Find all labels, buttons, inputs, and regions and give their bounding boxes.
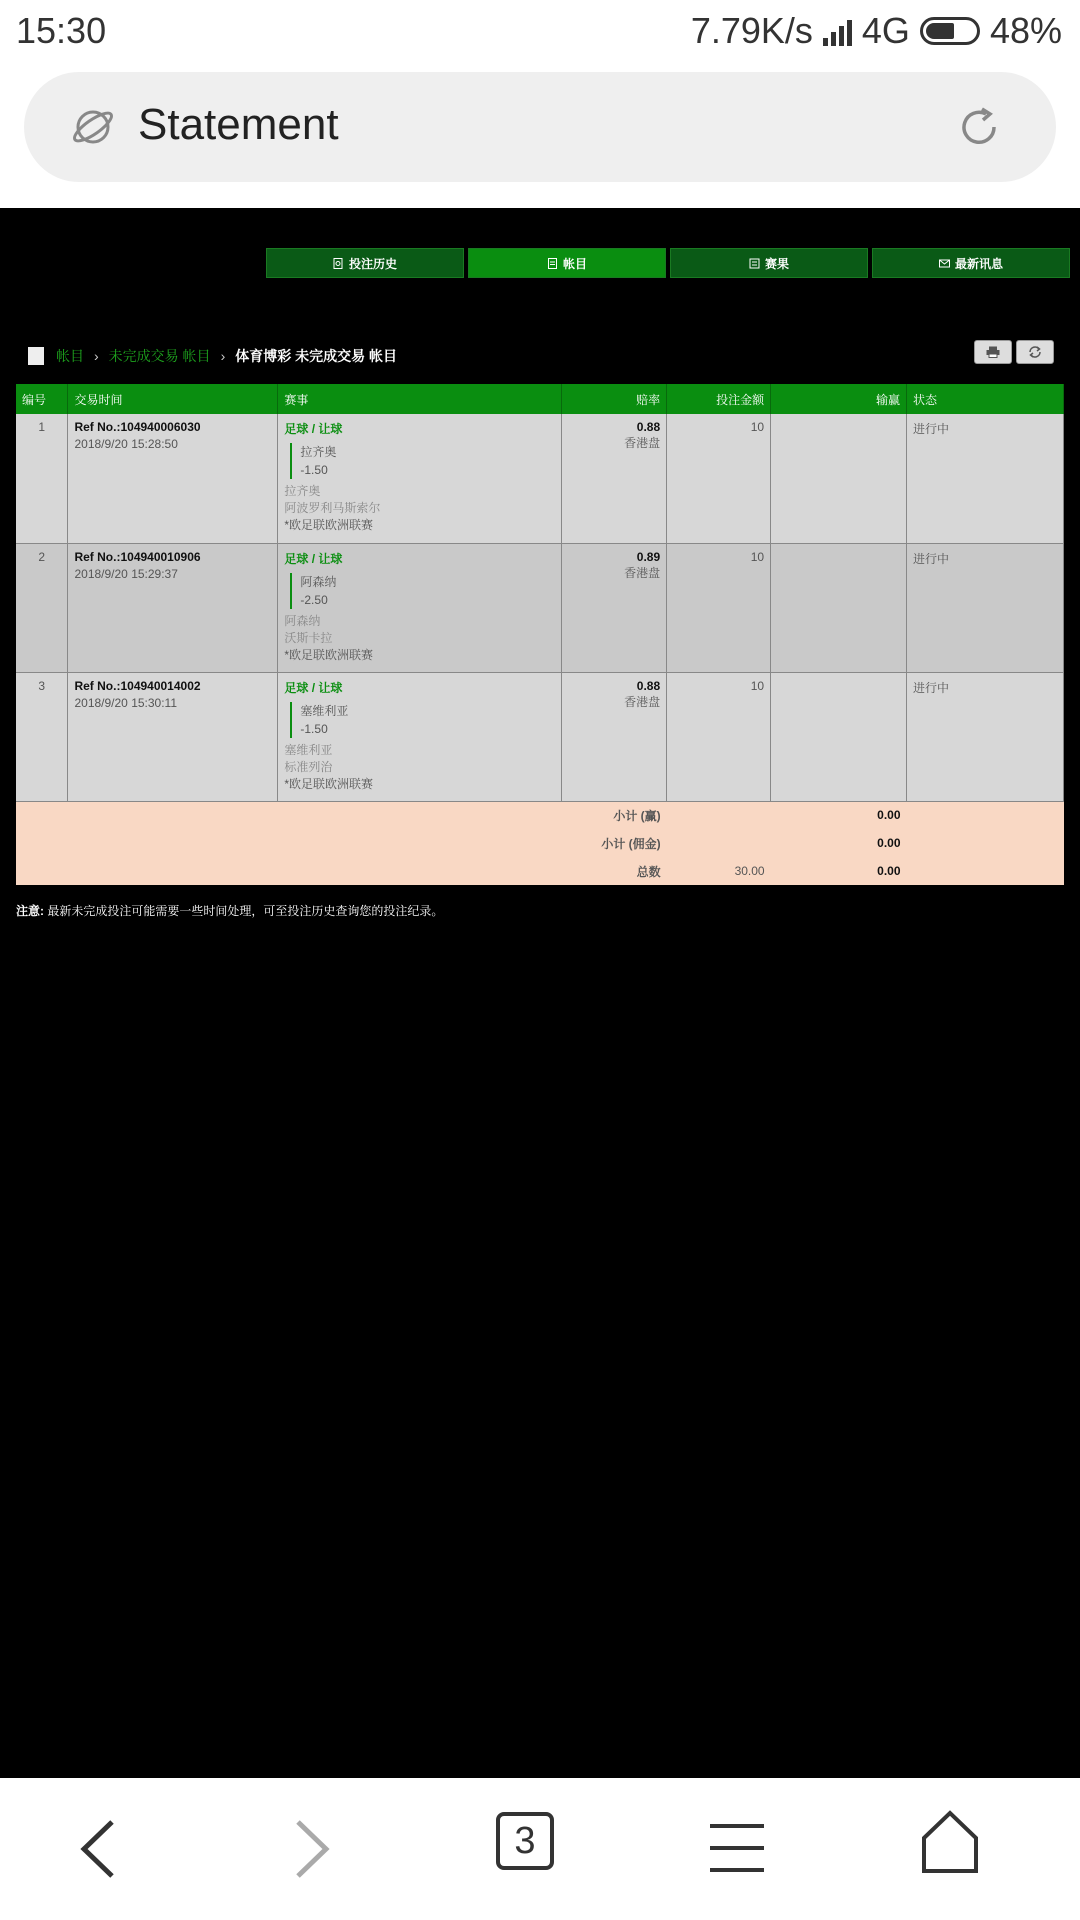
tabs-button[interactable]: [496, 1812, 554, 1870]
status-time: 15:30: [16, 10, 107, 51]
summary-value: 0.00: [771, 857, 907, 885]
row-time-cell: [68, 672, 278, 801]
odds-type: 香港盘: [624, 694, 661, 709]
summary-amount: [667, 829, 771, 857]
sport-type: 足球 / 让球: [284, 551, 343, 566]
league: *欧足联欧洲联赛: [284, 518, 374, 532]
col-status: 状态: [907, 384, 1064, 414]
ref-number: Ref No.:104940014002: [74, 678, 201, 693]
page-content: [0, 208, 1080, 1778]
col-event: 赛事: [278, 384, 562, 414]
row-status: 进行中: [907, 543, 1064, 672]
summary-label: 小计 (赢): [16, 801, 667, 829]
note-text: 最新未完成投注可能需要一些时间处理，可至投注历史查询您的投注纪录。: [44, 904, 444, 918]
print-icon: [986, 346, 1000, 358]
table-row: [16, 672, 1064, 801]
handicap: -1.50: [300, 721, 328, 736]
row-stake: 10: [667, 672, 771, 801]
ref-number: Ref No.:104940006030: [74, 420, 201, 434]
network-type: 4G: [861, 10, 910, 51]
row-odds-cell: [562, 414, 667, 543]
row-winloss: [771, 414, 907, 543]
breadcrumb-separator: ›: [220, 348, 226, 364]
sport-type: 足球 / 让球: [284, 422, 343, 436]
col-time: 交易时间: [68, 384, 278, 414]
transaction-time: 2018/9/20 15:30:11: [74, 695, 178, 710]
row-stake: 10: [667, 543, 771, 672]
top-nav: [266, 248, 1070, 278]
home-team: 阿森纳: [284, 613, 321, 628]
pick: [290, 443, 555, 479]
row-time-cell: [68, 414, 278, 543]
summary-amount: 30.00: [667, 857, 771, 885]
summary-value: 0.00: [771, 801, 907, 829]
refresh-button[interactable]: [1016, 340, 1054, 364]
row-event-cell: [278, 672, 562, 801]
row-time-cell: [68, 543, 278, 672]
statement-table: [16, 384, 1064, 885]
page-title: Statement: [138, 100, 339, 149]
print-button[interactable]: [974, 340, 1012, 364]
document-icon: [28, 347, 44, 365]
league: *欧足联欧洲联赛: [284, 776, 374, 791]
summary-label: 小计 (佣金): [16, 829, 667, 857]
ledger-icon: [547, 258, 558, 269]
away-team: 阿波罗利马斯索尔: [284, 501, 381, 515]
pick: [290, 702, 555, 738]
summary-amount: [667, 801, 771, 829]
refresh-icon: [1028, 346, 1042, 358]
odds-value: 0.88: [636, 678, 661, 693]
battery-icon: [920, 17, 980, 45]
results-icon: [749, 258, 760, 269]
breadcrumb-pending[interactable]: 未完成交易 帐目: [108, 348, 211, 364]
row-event-cell: [278, 414, 562, 543]
ref-number: Ref No.:104940010906: [74, 549, 201, 564]
home-icon[interactable]: [920, 1810, 980, 1874]
table-row: [16, 414, 1064, 543]
address-bar[interactable]: [24, 72, 1056, 182]
home-team: 塞维利亚: [284, 742, 333, 757]
row-winloss: [771, 672, 907, 801]
tab-count: 3: [514, 1819, 536, 1862]
planet-icon: [70, 104, 116, 150]
row-winloss: [771, 543, 907, 672]
col-odds: 赔率: [562, 384, 667, 414]
row-status: 进行中: [907, 672, 1064, 801]
row-status: 进行中: [907, 414, 1064, 543]
nav-results[interactable]: 赛果: [670, 248, 868, 278]
table-row: [16, 543, 1064, 672]
summary-row: [16, 801, 1064, 829]
odds-value: 0.88: [636, 420, 661, 434]
summary-row: [16, 857, 1064, 885]
transaction-time: 2018/9/20 15:29:37: [74, 566, 178, 581]
pick-team: 塞维利亚: [300, 703, 349, 718]
history-icon: [333, 258, 344, 269]
sport-type: 足球 / 让球: [284, 680, 343, 695]
note: [16, 902, 443, 919]
odds-type: 香港盘: [624, 436, 661, 450]
col-no: 编号: [16, 384, 68, 414]
col-stake: 投注金额: [667, 384, 771, 414]
league: *欧足联欧洲联赛: [284, 647, 374, 662]
breadcrumb: [28, 346, 397, 366]
breadcrumb-separator: ›: [94, 348, 99, 364]
status-bar: [0, 0, 1080, 62]
handicap: -1.50: [300, 463, 328, 477]
reload-icon[interactable]: [956, 104, 1002, 150]
row-odds-cell: [562, 672, 667, 801]
away-team: 标准列治: [284, 759, 333, 774]
odds-type: 香港盘: [624, 565, 661, 580]
away-team: 沃斯卡拉: [284, 630, 333, 645]
nav-bet-history[interactable]: 投注历史: [266, 248, 464, 278]
transaction-time: 2018/9/20 15:28:50: [74, 437, 178, 451]
table-header: [16, 384, 1064, 414]
menu-icon[interactable]: [708, 1822, 766, 1874]
forward-icon[interactable]: [288, 1818, 334, 1880]
nav-ledger[interactable]: 帐目: [468, 248, 666, 278]
home-team: 拉齐奥: [284, 484, 321, 498]
pick-team: 阿森纳: [300, 574, 337, 589]
handicap: -2.50: [300, 592, 328, 607]
row-no: 3: [16, 672, 68, 801]
breadcrumb-ledger[interactable]: 帐目: [56, 348, 84, 364]
toolbar: [974, 340, 1054, 364]
pick-team: 拉齐奥: [300, 445, 337, 459]
odds-value: 0.89: [636, 549, 661, 564]
summary-row: [16, 829, 1064, 857]
pick: [290, 573, 555, 609]
row-event-cell: [278, 543, 562, 672]
row-no: 2: [16, 543, 68, 672]
signal-icon: [823, 16, 852, 46]
note-label: 注意:: [16, 904, 44, 918]
row-stake: 10: [667, 414, 771, 543]
network-speed: 7.79K/s: [690, 10, 813, 51]
mail-icon: [939, 258, 950, 269]
row-no: 1: [16, 414, 68, 543]
browser-bottom-bar: [0, 1778, 1080, 1920]
battery-level: 48%: [989, 10, 1062, 51]
breadcrumb-current: 体育博彩 未完成交易 帐目: [235, 348, 398, 364]
row-odds-cell: [562, 543, 667, 672]
browser-toolbar: [0, 62, 1080, 208]
summary-label: 总数: [16, 857, 667, 885]
back-icon[interactable]: [76, 1818, 122, 1880]
summary-value: 0.00: [771, 829, 907, 857]
nav-news[interactable]: 最新讯息: [872, 248, 1070, 278]
col-winloss: 输赢: [771, 384, 907, 414]
